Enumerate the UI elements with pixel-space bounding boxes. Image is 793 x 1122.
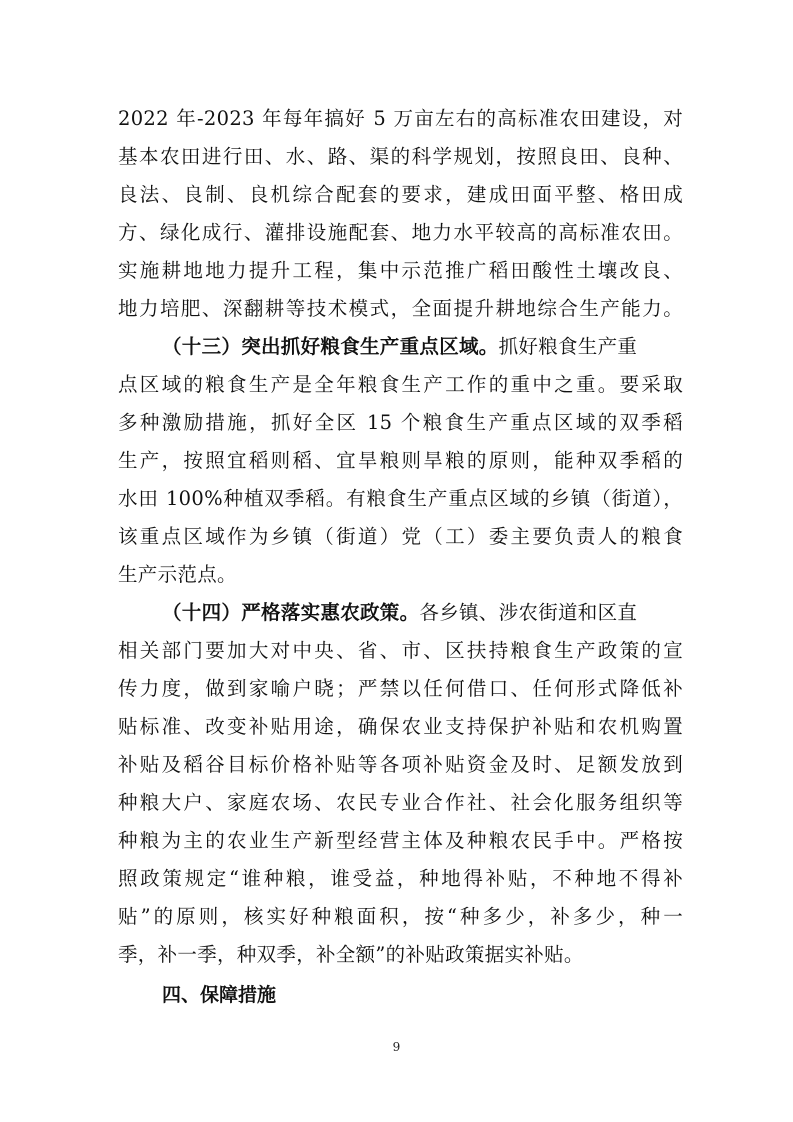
text-line: 照政策规定“谁种粮，谁受益，种地得补贴，不种地不得补 (118, 867, 683, 890)
text-line: 季，补一季，种双季，补全额”的补贴政策据实补贴。 (118, 943, 584, 966)
page-number: 9 (392, 1040, 401, 1054)
text-span: 抓好粮食生产重 (498, 335, 638, 358)
item-heading-13: （十三）突出抓好粮食生产重点区域。 (162, 335, 499, 358)
text-line: 传力度，做到家喻户晓；严禁以任何借口、任何形式降低补 (118, 677, 683, 700)
text-line: 水田 100%种植双季稻。有粮食生产重点区域的乡镇（街道）， (118, 487, 683, 510)
text-line (118, 328, 683, 366)
text-line: 补贴及稻谷目标价格补贴等各项补贴资金及时、足额发放到 (118, 753, 683, 776)
text-line: 生产示范点。 (118, 563, 237, 586)
text-line: 种粮大户、家庭农场、农民专业合作社、社会化服务组织等 (118, 791, 683, 814)
text-line: 贴”的原则，核实好种粮面积，按“种多少，补多少，种一 (118, 905, 683, 928)
text-line: 基本农田进行田、水、路、渠的科学规划，按照良田、良种、 (118, 145, 683, 168)
text-line: 种粮为主的农业生产新型经营主体及种粮农民手中。严格按 (118, 829, 683, 852)
text-line: 地力培肥、深翻耕等技术模式，全面提升耕地综合生产能力。 (118, 297, 683, 320)
document-body (118, 100, 683, 1014)
paragraph-subsidy-policy (118, 594, 683, 974)
text-line (118, 594, 683, 632)
text-line: 良法、良制、良机综合配套的要求，建成田面平整、格田成 (118, 183, 683, 206)
text-line: 点区域的粮食生产是全年粮食生产工作的重中之重。要采取 (118, 373, 683, 396)
text-line: 方、绿化成行、灌排设施配套、地力水平较高的高标准农田。 (118, 221, 683, 244)
text-line: 该重点区域作为乡镇（街道）党（工）委主要负责人的粮食 (118, 525, 683, 548)
text-line: 生产，按照宜稻则稻、宜旱粮则旱粮的原则，能种双季稻的 (118, 449, 683, 472)
text-line: 2022 年-2023 年每年搞好 5 万亩左右的高标准农田建设，对 (118, 107, 683, 130)
text-line: 贴标准、改变补贴用途，确保农业支持保护补贴和农机购置 (118, 715, 683, 738)
paragraph-farmland (118, 100, 683, 328)
text-line: 实施耕地地力提升工程，集中示范推广稻田酸性土壤改良、 (118, 259, 683, 282)
paragraph-key-areas (118, 328, 683, 594)
item-heading-14: （十四）严格落实惠农政策。 (162, 601, 420, 624)
text-line: 相关部门要加大对中央、省、市、区扶持粮食生产政策的宣 (118, 639, 683, 662)
section-heading: 四、保障措施 (162, 984, 277, 1006)
text-line: 多种激励措施，抓好全区 15 个粮食生产重点区域的双季稻 (118, 411, 683, 434)
text-span: 各乡镇、涉农街道和区直 (419, 601, 638, 624)
